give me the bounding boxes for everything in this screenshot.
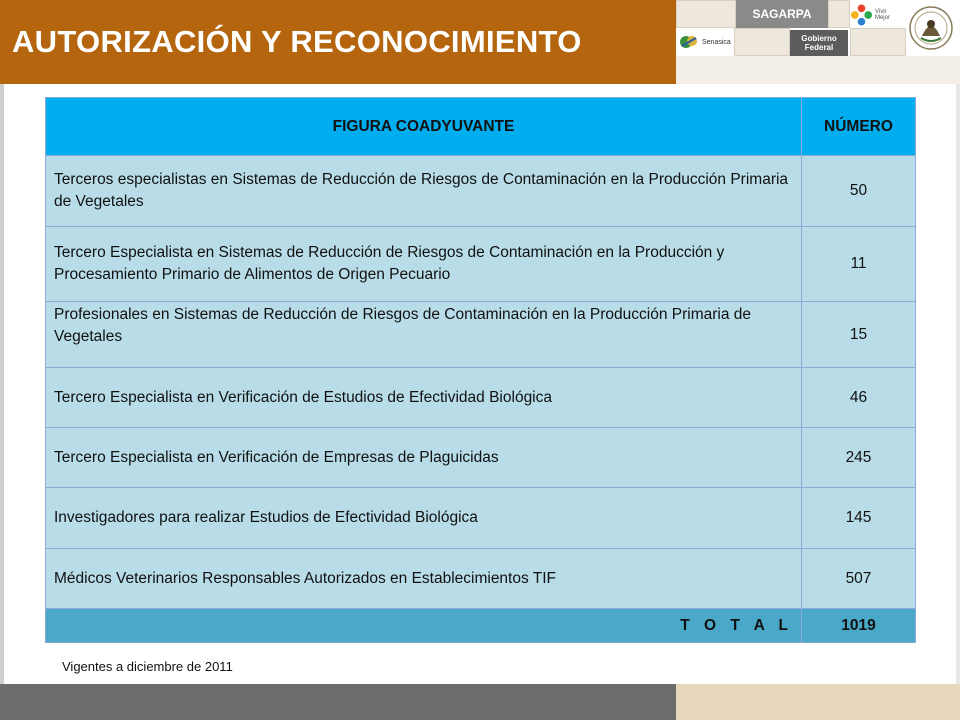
table-row <box>46 302 916 368</box>
table-row <box>46 156 916 227</box>
column-header-figura: FIGURA COADYUVANTE <box>46 98 802 156</box>
table-row <box>46 227 916 302</box>
logo-area <box>676 0 960 84</box>
numero-cell: 245 <box>802 428 916 488</box>
gobierno-line2: Federal <box>804 43 834 52</box>
figura-cell: Tercero Especialista en Verificación de Empresas de Plaguicidas <box>46 428 802 488</box>
footnote: Vigentes a diciembre de 2011 <box>62 659 233 674</box>
sagarpa-logo: SAGARPA <box>736 0 828 28</box>
table-row <box>46 488 916 549</box>
total-row <box>46 609 916 643</box>
table-row <box>46 549 916 609</box>
logo-tile <box>676 0 736 28</box>
table-row <box>46 428 916 488</box>
table-header-row <box>46 98 916 156</box>
figura-cell: Terceros especialistas en Sistemas de Reducción de Riesgos de Contaminación en la Producción Primaria de Vegetales <box>46 156 802 227</box>
logo-tile <box>676 56 960 84</box>
numero-cell: 15 <box>802 302 916 368</box>
national-seal-icon <box>908 4 954 52</box>
total-label: T O T A L <box>46 609 802 643</box>
numero-cell: 11 <box>802 227 916 302</box>
figura-cell: Tercero Especialista en Sistemas de Reducción de Riesgos de Contaminación en la Producción y Procesamiento Primario de Alimentos de Origen Pecuario <box>46 227 802 302</box>
figura-cell: Profesionales en Sistemas de Reducción de Riesgos de Contaminación en la Producción Primaria de Vegetales <box>46 302 802 368</box>
gobierno-federal-logo <box>790 30 848 56</box>
senasica-label: Senasica <box>702 38 731 46</box>
senasica-icon <box>678 32 700 52</box>
flower-icon <box>850 3 873 27</box>
figura-cell: Investigadores para realizar Estudios de Efectividad Biológica <box>46 488 802 549</box>
figura-cell: Tercero Especialista en Verificación de Estudios de Efectividad Biológica <box>46 368 802 428</box>
numero-cell: 507 <box>802 549 916 609</box>
title-bar <box>0 0 676 84</box>
numero-cell: 145 <box>802 488 916 549</box>
logo-tile <box>850 28 906 56</box>
total-value: 1019 <box>802 609 916 643</box>
right-edge-bar <box>956 84 960 684</box>
numero-cell: 50 <box>802 156 916 227</box>
logo-tile <box>734 28 790 56</box>
logo-tile <box>828 0 850 28</box>
left-edge-bar <box>0 84 4 684</box>
numero-cell: 46 <box>802 368 916 428</box>
page-title: AUTORIZACIÓN Y RECONOCIMIENTO <box>12 24 582 59</box>
figura-cell: Médicos Veterinarios Responsables Autorizados en Establecimientos TIF <box>46 549 802 609</box>
column-header-numero: NÚMERO <box>802 98 916 156</box>
gobierno-line1: Gobierno <box>801 34 837 43</box>
table-row <box>46 368 916 428</box>
vivir-mejor-label: Vivir Mejor <box>874 9 890 21</box>
coadyuvantes-table <box>45 97 916 643</box>
vivir-mejor-logo <box>850 2 902 28</box>
footer-bar-left <box>0 684 676 720</box>
senasica-logo <box>678 30 734 54</box>
footer-bar-right <box>676 684 960 720</box>
